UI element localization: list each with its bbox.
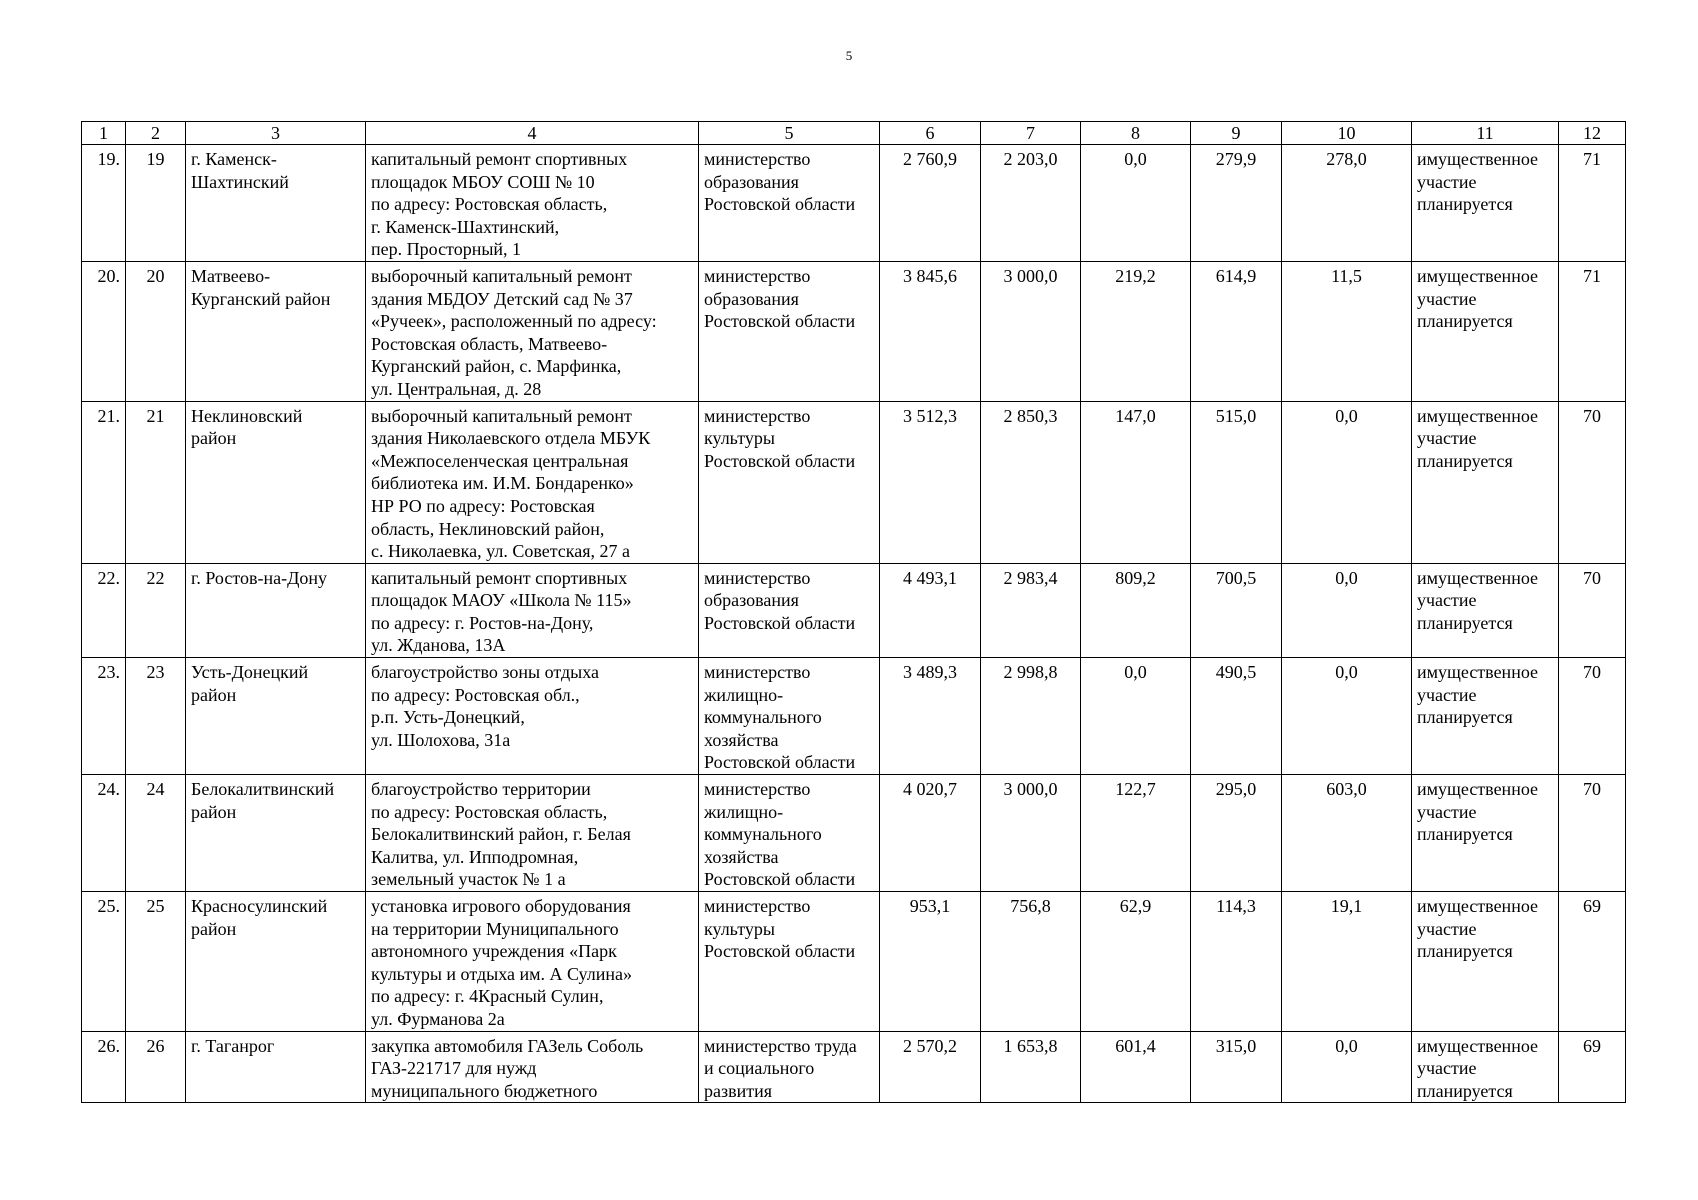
description-cell-line: по адресу: г. Ростов-на-Дону,: [371, 612, 594, 633]
header-cell: 12: [1559, 122, 1626, 145]
amount-business-cell: 19,1: [1282, 892, 1412, 1032]
participation-cell-line: имущественное: [1417, 265, 1539, 286]
municipality-cell-line: г. Ростов-на-Дону: [191, 567, 328, 588]
ministry-cell-line: министерство: [704, 662, 811, 683]
description-cell-line: площадок МБОУ СОШ № 10: [371, 171, 595, 192]
amount-total-cell: 953,1: [880, 892, 981, 1032]
row-id-cell: 26: [126, 1031, 186, 1103]
amount-business-cell: 11,5: [1282, 261, 1412, 401]
description-cell: [366, 775, 699, 892]
row-id-cell: 20: [126, 261, 186, 401]
description-cell-line: автономного учреждения «Парк: [371, 941, 617, 962]
description-cell-line: область, Неклиновский район,: [371, 518, 605, 539]
row-number-cell: 20.: [82, 261, 126, 401]
ministry-cell-line: хозяйства: [704, 846, 779, 867]
description-cell-line: по адресу: Ростовская область,: [371, 801, 608, 822]
table-row: [82, 658, 1626, 775]
ministry-cell-line: образования: [704, 590, 799, 611]
municipality-cell: [186, 401, 366, 563]
ministry-cell-line: министерство: [704, 265, 811, 286]
amount-total-cell: 3 489,3: [880, 658, 981, 775]
description-cell-line: культуры и отдыха им. А Сулина»: [371, 963, 632, 984]
description-cell: [366, 658, 699, 775]
description-cell-line: р.п. Усть-Донецкий,: [371, 707, 525, 728]
ministry-cell: [699, 658, 880, 775]
amount-citizens-cell: 295,0: [1191, 775, 1282, 892]
ministry-cell-line: жилищно-: [704, 684, 784, 705]
ministry-cell-line: Ростовской области: [704, 869, 856, 890]
amount-local-cell: 0,0: [1081, 658, 1191, 775]
description-cell: [366, 1031, 699, 1103]
participation-cell-line: планируется: [1417, 450, 1513, 471]
participation-cell-line: участие: [1417, 288, 1477, 309]
description-cell-line: муниципального бюджетного: [371, 1080, 598, 1101]
ministry-cell-line: хозяйства: [704, 729, 779, 750]
row-number-cell: 25.: [82, 892, 126, 1032]
participation-cell-line: участие: [1417, 428, 1477, 449]
municipality-cell-line: г. Каменск-: [191, 149, 277, 169]
amount-regional-cell: 3 000,0: [981, 775, 1081, 892]
table-row: [82, 563, 1626, 657]
ministry-cell-line: культуры: [704, 918, 775, 939]
header-cell: 7: [981, 122, 1081, 145]
amount-regional-cell: 3 000,0: [981, 261, 1081, 401]
amount-citizens-cell: 315,0: [1191, 1031, 1282, 1103]
ministry-cell-line: Ростовской области: [704, 612, 856, 633]
municipality-cell: [186, 775, 366, 892]
row-number-cell: 22.: [82, 563, 126, 657]
description-cell: [366, 401, 699, 563]
table-row: [82, 892, 1626, 1032]
amount-business-cell: 0,0: [1282, 401, 1412, 563]
description-cell-line: Ростовская область, Матвеево-: [371, 333, 608, 354]
ministry-cell-line: коммунального: [704, 707, 822, 728]
description-cell-line: по адресу: Ростовская область,: [371, 194, 608, 215]
row-number-cell: 24.: [82, 775, 126, 892]
ministry-cell-line: Ростовской области: [704, 311, 856, 332]
participation-cell-line: планируется: [1417, 941, 1513, 962]
row-number-cell: 23.: [82, 658, 126, 775]
description-cell-line: капитальный ремонт спортивных: [371, 149, 628, 169]
ministry-cell-line: образования: [704, 288, 799, 309]
description-cell-line: НР РО по адресу: Ростовская: [371, 495, 595, 516]
municipality-cell: [186, 261, 366, 401]
header-cell: 8: [1081, 122, 1191, 145]
amount-local-cell: 219,2: [1081, 261, 1191, 401]
description-cell-line: земельный участок № 1 а: [371, 869, 566, 890]
municipality-cell: [186, 145, 366, 262]
amount-regional-cell: 1 653,8: [981, 1031, 1081, 1103]
participation-cell-line: планируется: [1417, 612, 1513, 633]
amount-local-cell: 0,0: [1081, 145, 1191, 262]
amount-local-cell: 122,7: [1081, 775, 1191, 892]
municipality-cell-line: Матвеево-: [191, 265, 271, 286]
participation-cell-line: имущественное: [1417, 662, 1539, 683]
ministry-cell: [699, 145, 880, 262]
amount-local-cell: 601,4: [1081, 1031, 1191, 1103]
amount-total-cell: 2 760,9: [880, 145, 981, 262]
amount-local-cell: 147,0: [1081, 401, 1191, 563]
amount-local-cell: 809,2: [1081, 563, 1191, 657]
municipality-cell-line: район: [191, 801, 237, 822]
municipality-cell-line: район: [191, 918, 237, 939]
ministry-cell-line: Ростовской области: [704, 941, 856, 962]
ministry-cell: [699, 563, 880, 657]
description-cell-line: библиотека им. И.М. Бондаренко»: [371, 473, 634, 494]
ministry-cell: [699, 261, 880, 401]
ministry-cell-line: министерство: [704, 405, 811, 426]
participation-cell: [1412, 658, 1559, 775]
participation-cell: [1412, 563, 1559, 657]
score-cell: 70: [1559, 401, 1626, 563]
description-cell-line: здания МБДОУ Детский сад № 37: [371, 288, 633, 309]
municipality-cell: [186, 892, 366, 1032]
row-id-cell: 19: [126, 145, 186, 262]
description-cell: [366, 892, 699, 1032]
row-number-cell: 19.: [82, 145, 126, 262]
participation-cell-line: имущественное: [1417, 779, 1539, 800]
description-cell: [366, 563, 699, 657]
header-cell: 6: [880, 122, 981, 145]
row-id-cell: 25: [126, 892, 186, 1032]
municipality-cell: [186, 658, 366, 775]
ministry-cell-line: Ростовской области: [704, 450, 856, 471]
participation-cell-line: имущественное: [1417, 149, 1539, 169]
description-cell-line: площадок МАОУ «Школа № 115»: [371, 590, 632, 611]
description-cell-line: ул. Фурманова 2а: [371, 1008, 505, 1029]
amount-total-cell: 4 020,7: [880, 775, 981, 892]
description-cell-line: закупка автомобиля ГАЗель Соболь: [371, 1035, 644, 1056]
ministry-cell-line: и социального: [704, 1058, 815, 1079]
ministry-cell: [699, 775, 880, 892]
score-cell: 70: [1559, 775, 1626, 892]
amount-business-cell: 278,0: [1282, 145, 1412, 262]
description-cell-line: по адресу: Ростовская обл.,: [371, 684, 580, 705]
participation-cell-line: участие: [1417, 590, 1477, 611]
participation-cell-line: имущественное: [1417, 405, 1539, 426]
municipality-cell-line: Усть-Донецкий: [191, 662, 309, 683]
municipality-cell-line: район: [191, 428, 237, 449]
amount-citizens-cell: 490,5: [1191, 658, 1282, 775]
header-cell: 3: [186, 122, 366, 145]
row-number-cell: 26.: [82, 1031, 126, 1103]
table-row: [82, 401, 1626, 563]
description-cell-line: благоустройство зоны отдыха: [371, 662, 599, 683]
amount-total-cell: 3 845,6: [880, 261, 981, 401]
description-cell-line: ул. Шолохова, 31а: [371, 729, 511, 750]
ministry-cell-line: Ростовской области: [704, 752, 856, 773]
description-cell-line: выборочный капитальный ремонт: [371, 265, 632, 286]
participation-cell: [1412, 261, 1559, 401]
header-cell: 1: [82, 122, 126, 145]
description-cell-line: на территории Муниципального: [371, 918, 619, 939]
amount-regional-cell: 2 203,0: [981, 145, 1081, 262]
amount-total-cell: 4 493,1: [880, 563, 981, 657]
row-id-cell: 23: [126, 658, 186, 775]
description-cell-line: пер. Просторный, 1: [371, 239, 522, 260]
description-cell-line: г. Каменск-Шахтинский,: [371, 216, 560, 237]
participation-cell-line: имущественное: [1417, 1035, 1539, 1056]
row-id-cell: 22: [126, 563, 186, 657]
amount-total-cell: 2 570,2: [880, 1031, 981, 1103]
amount-citizens-cell: 700,5: [1191, 563, 1282, 657]
table-row: [82, 775, 1626, 892]
participation-cell-line: планируется: [1417, 311, 1513, 332]
municipality-cell-line: Белокалитвинский: [191, 779, 335, 800]
amount-local-cell: 62,9: [1081, 892, 1191, 1032]
amount-citizens-cell: 614,9: [1191, 261, 1282, 401]
participation-cell-line: планируется: [1417, 824, 1513, 845]
participation-cell-line: участие: [1417, 801, 1477, 822]
header-row: [82, 122, 1626, 145]
ministry-cell-line: министерство: [704, 567, 811, 588]
amount-citizens-cell: 279,9: [1191, 145, 1282, 262]
description-cell-line: ГАЗ-221717 для нужд: [371, 1058, 537, 1079]
table-row: [82, 145, 1626, 262]
participation-cell-line: участие: [1417, 684, 1477, 705]
score-cell: 71: [1559, 261, 1626, 401]
municipality-cell-line: г. Таганрог: [191, 1035, 275, 1056]
row-number-cell: 21.: [82, 401, 126, 563]
score-cell: 69: [1559, 892, 1626, 1032]
participation-cell-line: участие: [1417, 1058, 1477, 1079]
table-row: [82, 261, 1626, 401]
participation-cell-line: планируется: [1417, 707, 1513, 728]
score-cell: 69: [1559, 1031, 1626, 1103]
description-cell-line: выборочный капитальный ремонт: [371, 405, 632, 426]
participation-cell-line: имущественное: [1417, 567, 1539, 588]
ministry-cell-line: жилищно-: [704, 801, 784, 822]
amount-regional-cell: 756,8: [981, 892, 1081, 1032]
description-cell-line: по адресу: г. 4Красный Сулин,: [371, 986, 604, 1007]
description-cell-line: Курганский район, с. Марфинка,: [371, 356, 622, 377]
row-id-cell: 21: [126, 401, 186, 563]
participation-cell: [1412, 401, 1559, 563]
amount-business-cell: 603,0: [1282, 775, 1412, 892]
amount-regional-cell: 2 983,4: [981, 563, 1081, 657]
ministry-cell-line: министерство: [704, 779, 811, 800]
description-cell: [366, 261, 699, 401]
header-cell: 11: [1412, 122, 1559, 145]
participation-cell-line: участие: [1417, 918, 1477, 939]
ministry-cell: [699, 892, 880, 1032]
amount-citizens-cell: 114,3: [1191, 892, 1282, 1032]
description-cell-line: «Межпоселенческая центральная: [371, 450, 629, 471]
participation-cell-line: планируется: [1417, 194, 1513, 215]
participation-cell: [1412, 145, 1559, 262]
description-cell-line: благоустройство территории: [371, 779, 591, 800]
ministry-cell-line: коммунального: [704, 824, 822, 845]
ministry-cell: [699, 401, 880, 563]
ministry-cell-line: Ростовской области: [704, 194, 856, 215]
municipality-cell-line: Красносулинский: [191, 896, 328, 916]
participation-cell-line: планируется: [1417, 1080, 1513, 1101]
description-cell-line: капитальный ремонт спортивных: [371, 567, 628, 588]
amount-regional-cell: 2 850,3: [981, 401, 1081, 563]
description-cell-line: «Ручеек», расположенный по адресу:: [371, 311, 657, 332]
ministry-cell-line: министерство: [704, 149, 811, 169]
participation-cell: [1412, 775, 1559, 892]
ministry-cell-line: культуры: [704, 428, 775, 449]
score-cell: 70: [1559, 563, 1626, 657]
ministry-cell-line: образования: [704, 171, 799, 192]
amount-business-cell: 0,0: [1282, 563, 1412, 657]
score-cell: 70: [1559, 658, 1626, 775]
ministry-cell-line: развития: [704, 1080, 773, 1101]
municipality-cell: [186, 563, 366, 657]
description-cell-line: Белокалитвинский район, г. Белая: [371, 824, 631, 845]
score-cell: 71: [1559, 145, 1626, 262]
description-cell-line: Калитва, ул. Ипподромная,: [371, 846, 579, 867]
header-cell: 10: [1282, 122, 1412, 145]
description-cell-line: с. Николаевка, ул. Советская, 27 а: [371, 541, 631, 562]
amount-business-cell: 0,0: [1282, 1031, 1412, 1103]
row-id-cell: 24: [126, 775, 186, 892]
projects-table: [81, 121, 1626, 1103]
amount-citizens-cell: 515,0: [1191, 401, 1282, 563]
amount-business-cell: 0,0: [1282, 658, 1412, 775]
municipality-cell-line: Курганский район: [191, 288, 331, 309]
ministry-cell: [699, 1031, 880, 1103]
description-cell-line: установка игрового оборудования: [371, 896, 631, 916]
description-cell: [366, 145, 699, 262]
header-cell: 4: [366, 122, 699, 145]
participation-cell-line: участие: [1417, 171, 1477, 192]
header-cell: 5: [699, 122, 880, 145]
amount-total-cell: 3 512,3: [880, 401, 981, 563]
municipality-cell-line: Неклиновский: [191, 405, 303, 426]
page-number: 5: [845, 48, 853, 63]
header-cell: 2: [126, 122, 186, 145]
participation-cell: [1412, 892, 1559, 1032]
header-cell: 9: [1191, 122, 1282, 145]
description-cell-line: здания Николаевского отдела МБУК: [371, 428, 651, 449]
description-cell-line: ул. Центральная, д. 28: [371, 378, 542, 399]
amount-regional-cell: 2 998,8: [981, 658, 1081, 775]
description-cell-line: ул. Жданова, 13А: [371, 635, 506, 656]
municipality-cell-line: район: [191, 684, 237, 705]
municipality-cell-line: Шахтинский: [191, 171, 289, 192]
municipality-cell: [186, 1031, 366, 1103]
ministry-cell-line: министерство труда: [704, 1035, 857, 1056]
participation-cell: [1412, 1031, 1559, 1103]
ministry-cell-line: министерство: [704, 896, 811, 916]
table-row: [82, 1031, 1626, 1103]
participation-cell-line: имущественное: [1417, 896, 1539, 916]
